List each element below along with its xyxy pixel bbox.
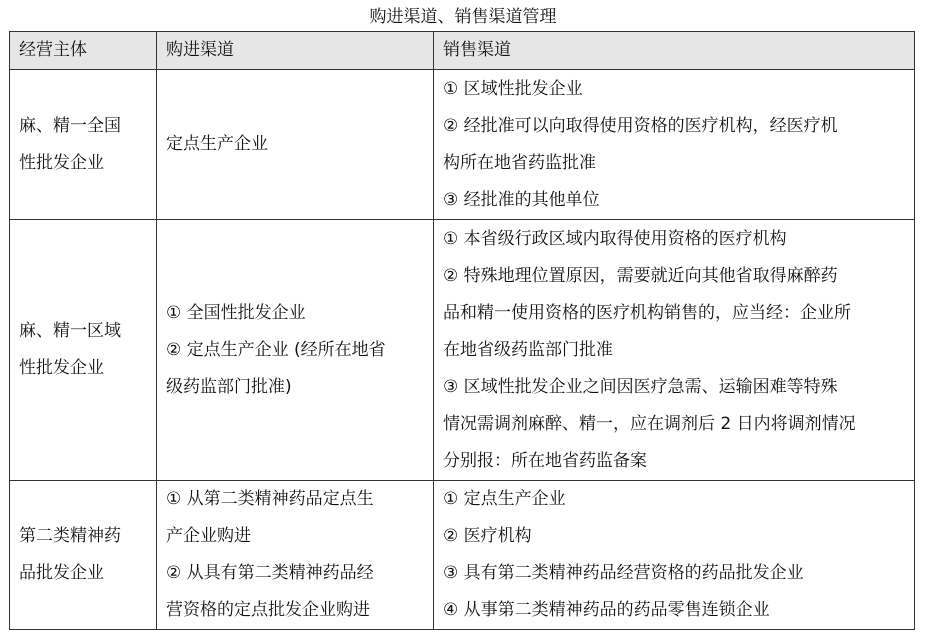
header-entity: 经营主体 — [10, 32, 157, 70]
cell-line: ④ 从事第二类精神药品的药品零售连锁企业 — [443, 600, 770, 620]
purchase-cell — [157, 481, 434, 630]
cell-line: ② 医疗机构 — [443, 526, 532, 546]
cell-line: 级药监部门批准) — [166, 376, 292, 397]
cell-line: ① 本省级行政区域内取得使用资格的医疗机构 — [443, 228, 787, 249]
cell-line: ② 定点生产企业 (经所在地省 — [166, 339, 386, 360]
entity-cell — [10, 481, 157, 630]
entity-cell — [10, 220, 157, 481]
cell-line: 分别报：所在地省药监备案 — [443, 450, 647, 471]
table-row — [10, 220, 915, 481]
cell-line: ① 全国性批发企业 — [166, 302, 306, 323]
cell-line: 营资格的定点批发企业购进 — [166, 600, 370, 620]
table-row — [10, 70, 915, 220]
sales-cell — [434, 481, 915, 630]
cell-line: 麻、精一全国 — [19, 115, 121, 136]
cell-line: ② 特殊地理位置原因，需要就近向其他省取得麻醉药 — [443, 265, 838, 286]
cell-line: ③ 具有第二类精神药品经营资格的药品批发企业 — [443, 563, 804, 583]
sales-cell — [434, 70, 915, 220]
cell-line: ① 从第二类精神药品定点生 — [166, 489, 374, 509]
page-title: 购进渠道、销售渠道管理 — [369, 7, 557, 27]
table-header-row — [10, 32, 915, 70]
cell-line: 构所在地省药监批准 — [443, 152, 596, 173]
cell-line: 在地省级药监部门批准 — [443, 339, 613, 360]
cell-line: 第二类精神药 — [19, 526, 121, 546]
purchase-cell — [157, 220, 434, 481]
cell-line: 情况需调剂麻醉、精一，应在调剂后 2 日内将调剂情况 — [443, 413, 856, 434]
cell-line: 品和精一使用资格的医疗机构销售的，应当经：企业所 — [443, 302, 851, 323]
cell-line: ① 区域性批发企业 — [443, 78, 583, 99]
cell-line: ② 经批准可以向取得使用资格的医疗机构，经医疗机 — [443, 115, 838, 136]
table-row — [10, 481, 915, 630]
cell-line: 麻、精一区域 — [19, 321, 121, 341]
cell-line: 产企业购进 — [166, 526, 251, 546]
channel-management-table — [9, 31, 915, 630]
sales-cell — [434, 220, 915, 481]
entity-cell — [10, 70, 157, 220]
header-purchase-channel: 购进渠道 — [157, 32, 434, 70]
cell-line: ① 定点生产企业 — [443, 489, 566, 509]
cell-line: 性批发企业 — [19, 152, 104, 173]
cell-line: ② 从具有第二类精神药品经 — [166, 563, 374, 583]
cell-line: ③ 区域性批发企业之间因医疗急需、运输困难等特殊 — [443, 376, 838, 397]
cell-line: 定点生产企业 — [166, 134, 268, 154]
purchase-cell — [157, 70, 434, 220]
cell-line: 品批发企业 — [19, 563, 104, 583]
cell-line: ③ 经批准的其他单位 — [443, 189, 600, 210]
cell-line: 性批发企业 — [19, 358, 104, 378]
header-sales-channel: 销售渠道 — [434, 32, 915, 70]
